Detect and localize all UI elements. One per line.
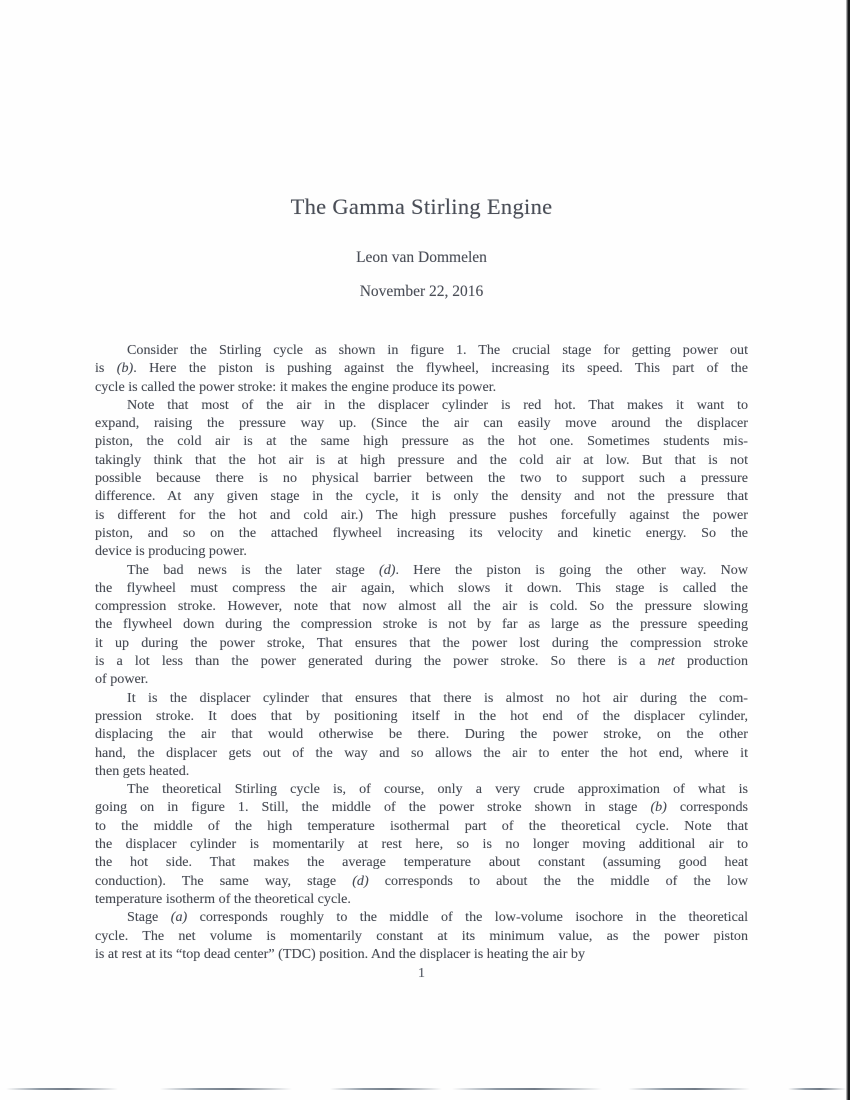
text-line: cycle is called the power stroke: it makes the engine produce its power. bbox=[95, 378, 497, 395]
text-line: hand, the displacer gets out of the way and so allows the air to enter the hot end, where it bbox=[95, 744, 748, 761]
text-line: pression stroke. It does that by positioning itself in the hot end of the displacer cylinder, bbox=[95, 707, 748, 724]
text-line: device is producing power. bbox=[95, 543, 247, 560]
text-line: conduction). The same way, stage (d) corresponds to about the the middle of the low bbox=[95, 872, 748, 889]
text-line: cycle. The net volume is momentarily constant at its minimum value, as the power piston bbox=[95, 927, 748, 944]
scan-bottom-segment bbox=[160, 1088, 292, 1090]
scan-bottom-segment bbox=[330, 1088, 442, 1090]
scan-edge-bottom-line bbox=[0, 1087, 850, 1090]
text-line: piston, the cold air is at the same high pressure as the hot one. Sometimes students mis- bbox=[95, 433, 748, 450]
text-line: It is the displacer cylinder that ensures that there is almost no hot air during the com- bbox=[127, 689, 748, 706]
scan-bottom-segment bbox=[788, 1088, 846, 1090]
paper-author: Leon van Dommelen bbox=[356, 249, 487, 266]
text-line: is (b). Here the piston is pushing against the flywheel, increasing its speed. This part of the bbox=[95, 360, 748, 377]
text-line: possible because there is no physical barrier between the two to support such a pressure bbox=[95, 470, 748, 487]
text-line: difference. At any given stage in the cycle, it is only the density and not the pressure that bbox=[95, 488, 748, 505]
document-body bbox=[95, 341, 748, 963]
text-line: the hot side. That makes the average temperature about constant (assuming good heat bbox=[95, 854, 748, 871]
text-line: piston, and so on the attached flywheel increasing its velocity and kinetic energy. So the bbox=[95, 524, 748, 541]
text-line: compression stroke. However, note that now almost all the air is cold. So the pressure slowing bbox=[95, 598, 748, 615]
paper-title: The Gamma Stirling Engine bbox=[290, 194, 553, 219]
text-line: going on in figure 1. Still, the middle of the power stroke shown in stage (b) corresponds bbox=[95, 799, 748, 816]
text-line: to the middle of the high temperature isothermal part of the theoretical cycle. Note that bbox=[95, 817, 748, 834]
text-line: expand, raising the pressure way up. (Since the air can easily move around the displacer bbox=[95, 415, 748, 432]
scan-edge-right-line bbox=[846, 0, 850, 1100]
text-line: The bad news is the later stage (d). Here the piston is going the other way. Now bbox=[127, 561, 748, 578]
text-line: takingly think that the hot air is at high pressure and the cold air at low. But that is not bbox=[95, 451, 748, 468]
text-line: the displacer cylinder is momentarily at rest here, so is no longer moving additional air to bbox=[95, 836, 748, 853]
text-line: The theoretical Stirling cycle is, of course, only a very crude approximation of what is bbox=[127, 781, 748, 798]
scan-bottom-segment bbox=[452, 1088, 602, 1090]
text-line: displacing the air that would otherwise be there. During the power stroke, on the other bbox=[95, 726, 748, 743]
text-line: the flywheel down during the compression stroke is not by far as large as the pressure speeding bbox=[95, 616, 748, 633]
text-line: is different for the hot and cold air.) The high pressure pushes forcefully against the power bbox=[95, 506, 748, 523]
text-line: then gets heated. bbox=[95, 762, 190, 779]
text-line: temperature isotherm of the theoretical cycle. bbox=[95, 890, 351, 907]
text-line: Note that most of the air in the displacer cylinder is red hot. That makes it want to bbox=[127, 396, 748, 413]
scan-bottom-segment bbox=[6, 1088, 118, 1090]
text-line: the flywheel must compress the air again, which slows it down. This stage is called the bbox=[95, 579, 748, 596]
scan-bottom-segment bbox=[628, 1088, 750, 1090]
text-line: it up during the power stroke, That ensures that the power lost during the compression stroke bbox=[95, 634, 748, 651]
text-line: is at rest at its “top dead center” (TDC) position. And the displacer is heating the air by bbox=[95, 945, 586, 962]
text-line: of power. bbox=[95, 671, 149, 688]
text-line: Consider the Stirling cycle as shown in figure 1. The crucial stage for getting power out bbox=[127, 342, 748, 358]
page-number: 1 bbox=[418, 966, 425, 981]
text-line: is a lot less than the power generated during the power stroke. So there is a net production bbox=[95, 653, 748, 670]
paper-date: November 22, 2016 bbox=[359, 283, 484, 300]
text-line: Stage (a) corresponds roughly to the middle of the low-volume isochore in the theoretical bbox=[127, 909, 748, 926]
